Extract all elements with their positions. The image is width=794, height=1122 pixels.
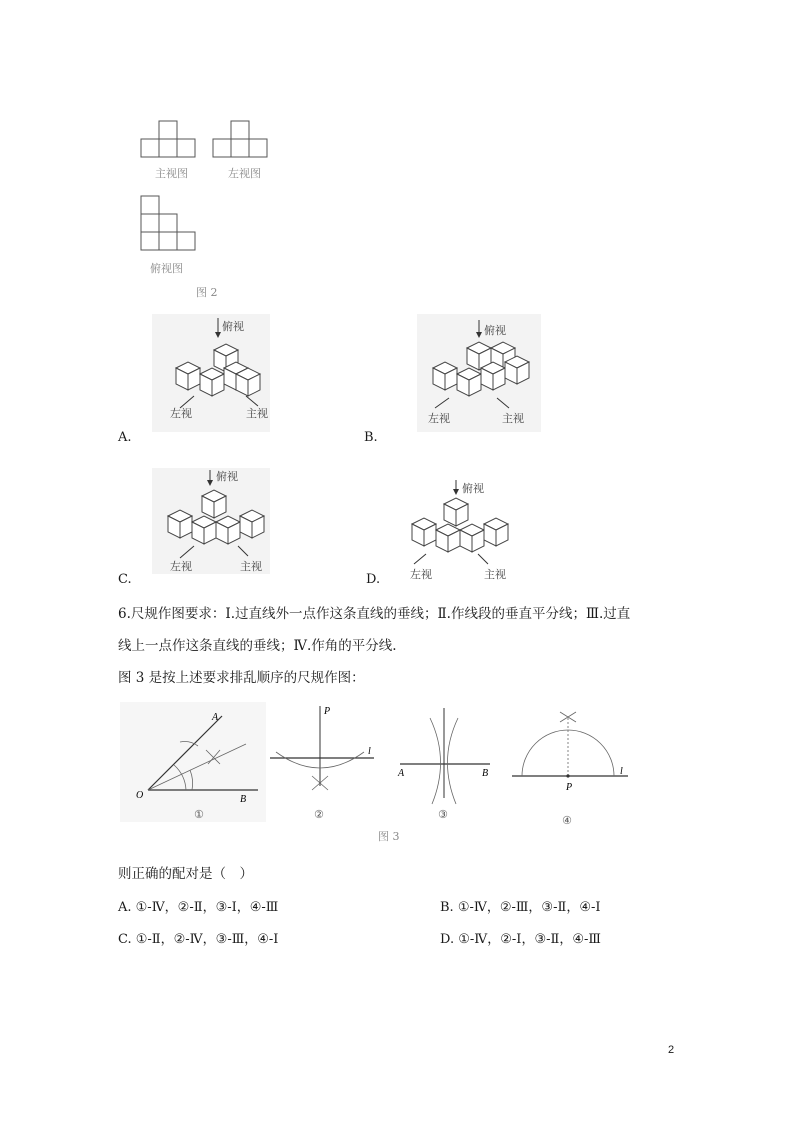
left-arc <box>430 718 441 804</box>
option-d-right-label: 主视 <box>484 568 506 581</box>
option-d-left-label: 左视 <box>410 568 432 581</box>
option-c-left-label: 左视 <box>170 560 192 573</box>
seg-b-label: B <box>482 768 489 779</box>
front-view-figure <box>140 118 202 160</box>
top-view-label: 俯视图 <box>150 262 183 275</box>
top-cross-mark <box>560 712 576 722</box>
point-a-label: A <box>212 712 219 723</box>
perpendicular-from-point-construction <box>262 700 382 825</box>
option-d-top-label: 俯视 <box>462 482 484 495</box>
option-d-left-arrow <box>414 554 426 564</box>
line-l-label-4: l <box>620 766 623 777</box>
fig-4-number: ④ <box>562 814 572 827</box>
figure-3-caption: 图 3 <box>378 830 400 843</box>
angle-bisector-construction <box>118 700 268 825</box>
left-view-grid <box>212 118 274 160</box>
answer-option-a[interactable]: A. ①-Ⅳ，②-Ⅱ，③-Ⅰ，④-Ⅲ <box>118 900 279 915</box>
figure-3-panel-4 <box>508 706 633 831</box>
point-o-label: O <box>136 790 144 801</box>
question-6-line-1: 6.尺规作图要求：Ⅰ.过直线外一点作这条直线的垂线；Ⅱ.作线段的垂直平分线；Ⅲ.过直 <box>118 606 631 622</box>
front-view-grid <box>140 118 202 160</box>
answer-option-b[interactable]: B. ①-Ⅳ，②-Ⅲ，③-Ⅱ，④-Ⅰ <box>440 900 601 915</box>
seg-a-label: A <box>398 768 405 779</box>
point-b-label: B <box>240 794 247 805</box>
option-d-right-arrow <box>478 554 488 564</box>
perpendicular-on-line-construction <box>508 706 633 831</box>
right-arc <box>447 718 458 804</box>
left-view-label: 左视图 <box>228 167 261 180</box>
option-b-top-label: 俯视 <box>484 324 506 337</box>
question-6-line-3: 图 3 是按上述要求排乱顺序的尺规作图： <box>118 670 365 686</box>
answer-option-d[interactable]: D. ①-Ⅳ，②-Ⅰ，③-Ⅱ，④-Ⅲ <box>440 932 601 947</box>
figure-3-panel-2 <box>262 700 382 825</box>
option-a-letter: A. <box>118 430 132 445</box>
left-view-figure <box>212 118 274 160</box>
fig-1-number: ① <box>194 808 204 821</box>
question-6-line-2: 线上一点作这条直线的垂线；Ⅳ.作角的平分线. <box>118 638 397 654</box>
top-view-figure <box>140 193 200 255</box>
perpendicular-bisector-construction <box>390 700 500 825</box>
fig-2-number: ② <box>314 808 324 821</box>
question-prompt: 则正确的配对是（ ） <box>118 866 253 882</box>
option-d-letter: D. <box>366 572 381 587</box>
point-p-label-4: P <box>566 782 573 793</box>
option-a-left-label: 左视 <box>170 407 192 420</box>
option-c-letter: C. <box>118 572 132 587</box>
option-c-top-label: 俯视 <box>216 470 238 483</box>
fig-3-number: ③ <box>438 808 448 821</box>
option-b-right-label: 主视 <box>502 412 524 425</box>
page-number: 2 <box>668 1044 675 1056</box>
option-a-top-label: 俯视 <box>222 320 244 333</box>
answer-option-c[interactable]: C. ①-Ⅱ，②-Ⅳ，③-Ⅲ，④-Ⅰ <box>118 932 279 947</box>
option-d-cubes <box>402 476 514 580</box>
figure-3-panel-3 <box>390 700 500 825</box>
point-p-label: P <box>324 706 331 717</box>
option-b-left-label: 左视 <box>428 412 450 425</box>
option-c-right-label: 主视 <box>240 560 262 573</box>
option-d-cube-stack <box>412 498 508 552</box>
semicircle-arc <box>522 730 614 776</box>
option-d-figure <box>402 476 514 580</box>
option-a-right-label: 主视 <box>246 407 268 420</box>
figure-3-panel-1 <box>118 700 268 825</box>
figure-2-caption: 图 2 <box>196 286 218 299</box>
line-l-label: l <box>368 746 371 757</box>
top-view-grid <box>140 193 200 255</box>
option-b-letter: B. <box>364 430 378 445</box>
front-view-label: 主视图 <box>155 167 188 180</box>
point-p-dot <box>566 774 569 777</box>
